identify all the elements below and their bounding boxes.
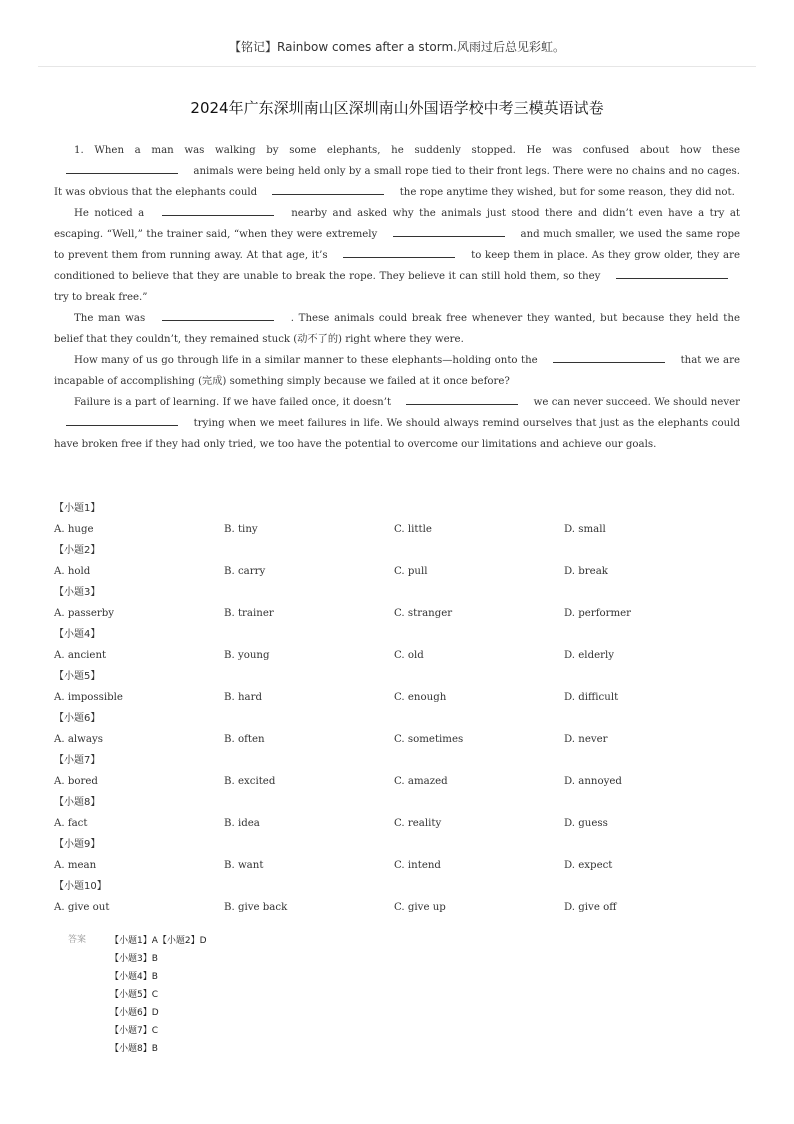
question-4 [54, 624, 754, 666]
option-c[interactable]: C. amazed [394, 776, 448, 787]
question-list [54, 498, 754, 918]
blank-7[interactable] [162, 310, 274, 321]
question-label: 【小题5】 [54, 671, 101, 682]
option-c[interactable]: C. stranger [394, 608, 453, 619]
answer-line: 【小题1】A【小题2】D [110, 936, 207, 946]
text: How many of us go through life in a similar manner to these elephants—holding onto the [74, 355, 538, 366]
question-5 [54, 666, 754, 708]
text: The man was [74, 313, 146, 324]
option-a[interactable]: A. mean [54, 860, 97, 871]
option-b[interactable]: B. give back [224, 902, 288, 913]
question-7 [54, 750, 754, 792]
question-6 [54, 708, 754, 750]
text: animals were being held only by a small rope tied to their front legs. There were no chains and no cages. It was obvious that the elephants could [54, 166, 741, 198]
option-b[interactable]: B. young [224, 650, 270, 661]
option-b[interactable]: B. hard [224, 692, 262, 703]
option-a[interactable]: A. hold [54, 566, 91, 577]
paragraph-2 [54, 203, 740, 308]
cloze-passage [54, 140, 740, 455]
option-d[interactable]: D. guess [564, 818, 608, 829]
blank-10[interactable] [66, 415, 178, 426]
text: try to break free.” [54, 292, 148, 303]
answer-line: 【小题5】C [110, 990, 159, 1000]
blank-1[interactable] [66, 163, 178, 174]
option-a[interactable]: A. impossible [54, 692, 123, 703]
option-c[interactable]: C. intend [394, 860, 441, 871]
question-label: 【小题9】 [54, 839, 101, 850]
text: He noticed a [74, 208, 145, 219]
answer-line: 【小题4】B [110, 972, 158, 982]
option-d[interactable]: D. difficult [564, 692, 619, 703]
option-b[interactable]: B. tiny [224, 524, 258, 535]
option-a[interactable]: A. fact [54, 818, 88, 829]
option-d[interactable]: D. never [564, 734, 608, 745]
answer-line: 【小题3】B [110, 954, 158, 964]
answer-line: 【小题6】D [110, 1008, 159, 1018]
option-b[interactable]: B. carry [224, 566, 266, 577]
answer-label: 答案 [68, 935, 87, 945]
header-motto: 【铭记】Rainbow comes after a storm.风雨过后总见彩虹。 [229, 40, 565, 54]
option-a[interactable]: A. always [54, 734, 103, 745]
blank-9[interactable] [406, 394, 518, 405]
option-a[interactable]: A. ancient [54, 650, 107, 661]
option-b[interactable]: B. idea [224, 818, 260, 829]
text: we can never succeed. We should never [533, 397, 740, 408]
option-c[interactable]: C. reality [394, 818, 442, 829]
paragraph-3 [54, 308, 740, 350]
text: nearby and asked why the animals just stood there and didn’t even have a try at escaping. “Well,” the trainer said, “when they were extremely [54, 208, 740, 240]
question-label: 【小题3】 [54, 587, 101, 598]
option-b[interactable]: B. want [224, 860, 264, 871]
question-label: 【小题8】 [54, 797, 101, 808]
option-a[interactable]: A. huge [54, 524, 94, 535]
text: that we are incapable of accomplishing (完成) something simply because we failed at it once before? [54, 355, 740, 387]
text: trying when we meet failures in life. We should always remind ourselves that just as the elephants could have broken free if they had only tried, we too have the potential to overcome our limitations and achieve our goals. [54, 418, 740, 450]
option-c[interactable]: C. sometimes [394, 734, 464, 745]
text: . These animals could break free whenever they wanted, but because they held the belief that they couldn’t, they remained stuck (动不了的) right where they were. [54, 313, 740, 345]
text: Failure is a part of learning. If we have failed once, it doesn’t [74, 397, 392, 408]
option-d[interactable]: D. elderly [564, 650, 615, 661]
question-2 [54, 540, 754, 582]
option-b[interactable]: B. excited [224, 776, 276, 787]
option-c[interactable]: C. old [394, 650, 424, 661]
blank-2[interactable] [272, 184, 384, 195]
paragraph-4 [54, 350, 740, 392]
question-8 [54, 792, 754, 834]
option-d[interactable]: D. performer [564, 608, 632, 619]
option-d[interactable]: D. give off [564, 902, 617, 913]
option-c[interactable]: C. pull [394, 566, 428, 577]
question-1 [54, 498, 754, 540]
option-a[interactable]: A. give out [54, 902, 110, 913]
option-c[interactable]: C. give up [394, 902, 446, 913]
option-c[interactable]: C. little [394, 524, 432, 535]
question-label: 【小题10】 [54, 881, 107, 892]
question-label: 【小题6】 [54, 713, 101, 724]
text: and much smaller, we used the same rope to prevent them from running away. At that age, it’s [54, 229, 741, 261]
question-label: 【小题1】 [54, 503, 101, 514]
paragraph-1 [54, 140, 740, 203]
blank-5[interactable] [343, 247, 455, 258]
option-a[interactable]: A. bored [54, 776, 98, 787]
option-d[interactable]: D. annoyed [564, 776, 622, 787]
blank-8[interactable] [553, 352, 665, 363]
blank-4[interactable] [393, 226, 505, 237]
question-label: 【小题2】 [54, 545, 101, 556]
blank-6[interactable] [616, 268, 728, 279]
option-a[interactable]: A. passerby [54, 608, 115, 619]
answer-line: 【小题7】C [110, 1026, 159, 1036]
question-label: 【小题7】 [54, 755, 101, 766]
option-b[interactable]: B. often [224, 734, 265, 745]
question-label: 【小题4】 [54, 629, 101, 640]
answer-list [110, 932, 310, 1058]
blank-3[interactable] [162, 205, 274, 216]
answer-line: 【小题8】B [110, 1044, 158, 1054]
question-10 [54, 876, 754, 918]
option-d[interactable]: D. break [564, 566, 608, 577]
page-title: 2024年广东深圳南山区深圳南山外国语学校中考三模英语试卷 [190, 99, 604, 117]
paragraph-5 [54, 392, 740, 455]
option-d[interactable]: D. expect [564, 860, 613, 871]
text: 1. When a man was walking by some elephants, he suddenly stopped. He was confused about how these [74, 145, 740, 156]
text: to keep them in place. As they grow older, they are conditioned to believe that they are unable to break the rope. They believe it can still hold them, so they [54, 250, 740, 282]
header-divider [38, 66, 756, 67]
question-3 [54, 582, 754, 624]
option-d[interactable]: D. small [564, 524, 606, 535]
text: the rope anytime they wished, but for some reason, they did not. [399, 187, 735, 198]
option-b[interactable]: B. trainer [224, 608, 274, 619]
option-c[interactable]: C. enough [394, 692, 447, 703]
question-9 [54, 834, 754, 876]
